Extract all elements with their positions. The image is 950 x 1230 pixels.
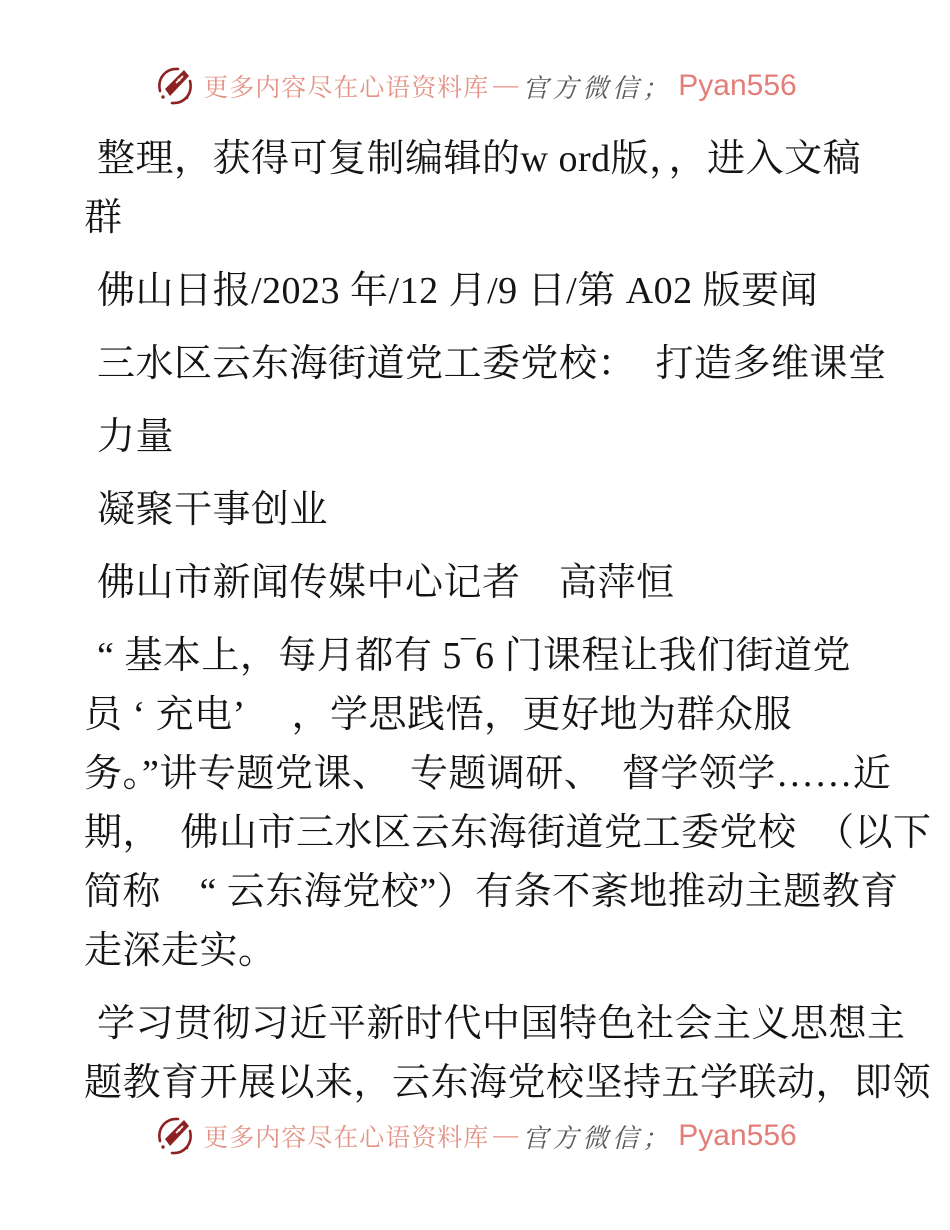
body-paragraph <box>84 627 932 981</box>
watermark-brand-text: 更多内容尽在心语资料库 <box>203 1125 490 1152</box>
notice-paragraph <box>84 130 860 248</box>
watermark-dash: — <box>493 72 519 99</box>
watermark-top <box>0 62 950 110</box>
body-line: 员 ‘ 充电’ ，学思践悟，更好地为群众服 <box>84 694 792 736</box>
subheadline-paragraph <box>84 481 860 540</box>
headline-line: 三水区云东海街道党工委党校： 打造多维课堂 <box>97 343 887 385</box>
watermark-wechat-id: Pyan556 <box>678 69 797 102</box>
body-line: 走深走实。 <box>84 930 277 972</box>
body-line: 题教育开展以来，云东海党校坚持五学联动，即领 <box>84 1062 932 1104</box>
watermark-wechat-label: 官方微信； <box>522 1123 673 1153</box>
headline-paragraph <box>84 408 860 467</box>
article-content <box>84 108 932 1127</box>
headline-line: 力量 <box>97 416 175 458</box>
source-paragraph <box>84 262 860 321</box>
byline-paragraph <box>84 554 860 613</box>
body-line: “ 基本上，每月都有 5‾6 门课程让我们街道党 <box>97 635 852 677</box>
body-line: 学习贯彻习近平新时代中国特色社会主义思想主 <box>97 1003 906 1045</box>
source-line: 佛山日报/2023 年/12 月/9 日/第 A02 版要闻 <box>97 270 819 312</box>
body-paragraph <box>84 995 932 1113</box>
watermark-bottom <box>0 1112 950 1160</box>
headline-paragraph <box>84 335 887 394</box>
body-line: 期， 佛山市三水区云东海街道党工委党校 （以下 <box>84 812 932 854</box>
pen-logo-icon <box>153 1114 197 1158</box>
body-line: 简称 “ 云东海党校”）有条不紊地推动主题教育 <box>84 871 899 913</box>
notice-line: 整理，获得可复制编辑的w ord版，，进入文稿 <box>97 138 862 180</box>
watermark-wechat-id: Pyan556 <box>678 1119 797 1152</box>
watermark-brand-text: 更多内容尽在心语资料库 <box>203 75 490 102</box>
notice-line: 群 <box>84 197 123 239</box>
pen-logo-icon <box>153 64 197 108</box>
byline: 佛山市新闻传媒中心记者 高萍恒 <box>97 562 675 604</box>
subheadline-line: 凝聚干事创业 <box>97 489 329 531</box>
watermark-wechat-label: 官方微信； <box>522 73 673 103</box>
body-line: 务。”讲专题党课、 专题调研、 督学领学……近 <box>84 753 892 795</box>
watermark-dash: — <box>493 1122 519 1149</box>
